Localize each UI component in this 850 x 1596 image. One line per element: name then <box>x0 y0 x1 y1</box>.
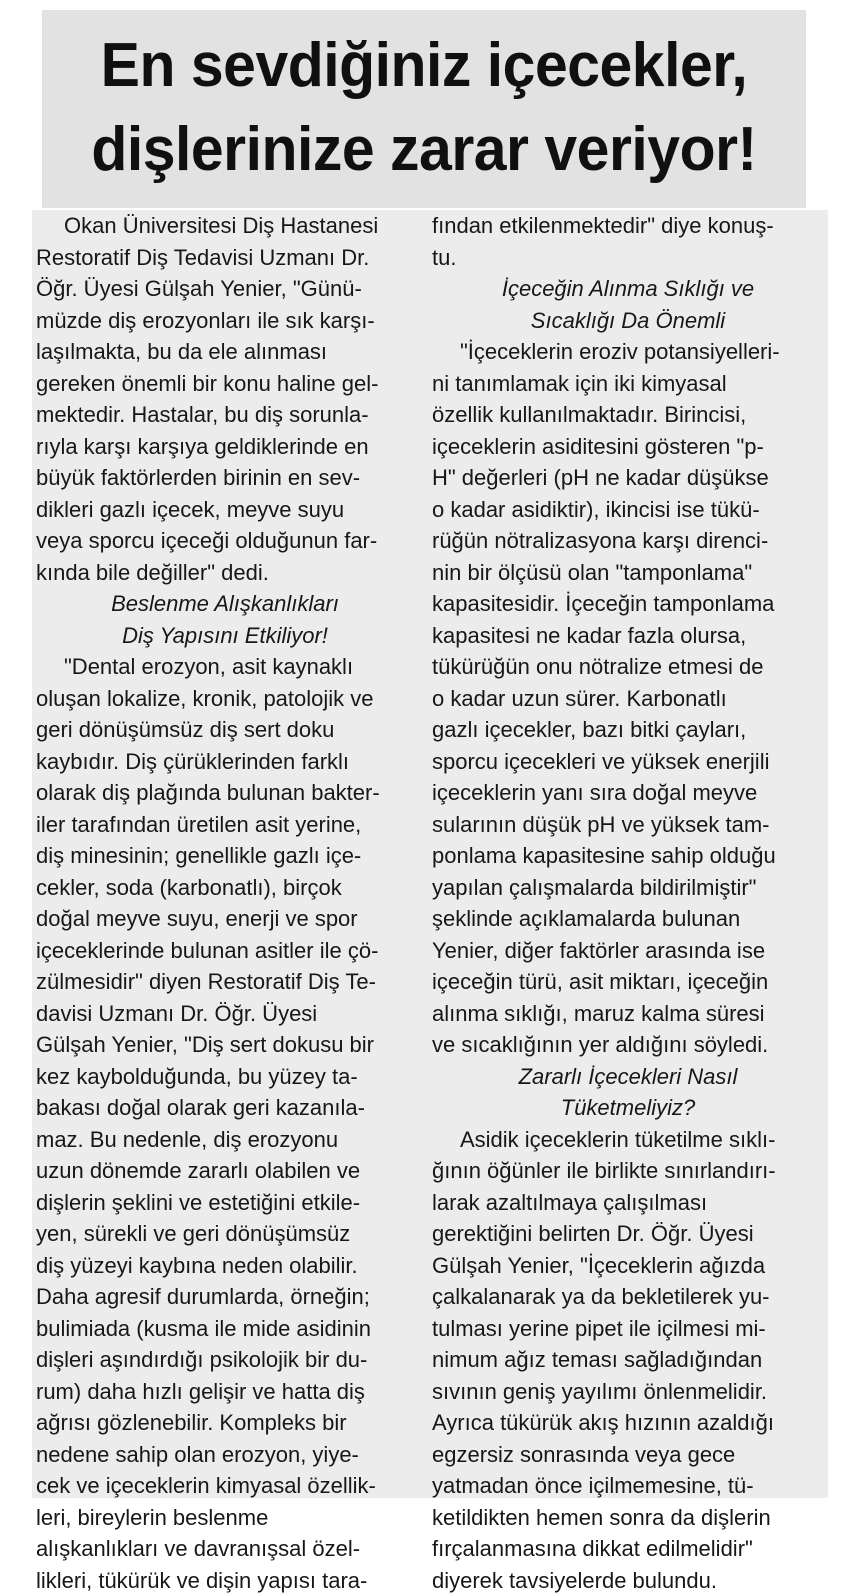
body-text-line: doğal meyve suyu, enerji ve spor <box>36 903 414 935</box>
body-text-line: zülmesidir" diyen Restoratif Diş Te- <box>36 966 414 998</box>
body-text-line: "Dental erozyon, asit kaynaklı <box>36 651 414 683</box>
body-text-line: rıyla karşı karşıya geldiklerinde en <box>36 431 414 463</box>
body-text-line: fırçalanmasına dikkat edilmelidir" <box>432 1533 824 1565</box>
body-text-line: tu. <box>432 242 824 274</box>
body-text-line: kapasitesidir. İçeceğin tamponlama <box>432 588 824 620</box>
left-column <box>32 210 414 1596</box>
body-text-line: o kadar asidiktir), ikincisi ise tükü- <box>432 494 824 526</box>
body-text-line: kapasitesi ne kadar fazla olursa, <box>432 620 824 652</box>
body-text-line: rüğün nötralizasyona karşı direnci- <box>432 525 824 557</box>
body-text-line: yapılan çalışmalarda bildirilmiştir" <box>432 872 824 904</box>
body-text-line: H" değerleri (pH ne kadar düşükse <box>432 462 824 494</box>
body-text-line: dişlerin şeklini ve estetiğini etkile- <box>36 1187 414 1219</box>
body-text-line: mektedir. Hastalar, bu diş sorunla- <box>36 399 414 431</box>
body-text-line: sıvının geniş yayılımı önlenmelidir. <box>432 1376 824 1408</box>
subheading-line: Tüketmeliyiz? <box>432 1092 824 1124</box>
body-text-line: ağrısı gözlenebilir. Kompleks bir <box>36 1407 414 1439</box>
body-text-line: içeceğin türü, asit miktarı, içeceğin <box>432 966 824 998</box>
body-text-line: yatmadan önce içilmemesine, tü- <box>432 1470 824 1502</box>
body-text-line: tükürüğün onu nötralize etmesi de <box>432 651 824 683</box>
right-column <box>432 210 824 1596</box>
body-text-line: özellik kullanılmaktadır. Birincisi, <box>432 399 824 431</box>
body-text-line: tulması yerine pipet ile içilmesi mi- <box>432 1313 824 1345</box>
body-text-line: cek ve içeceklerin kimyasal özellik- <box>36 1470 414 1502</box>
body-text-line: şeklinde açıklamalarda bulunan <box>432 903 824 935</box>
body-text-line: oluşan lokalize, kronik, patolojik ve <box>36 683 414 715</box>
subheading-line: İçeceğin Alınma Sıklığı ve <box>432 273 824 305</box>
body-text-line: bulimiada (kusma ile mide asidinin <box>36 1313 414 1345</box>
body-text-line: sularının düşük pH ve yüksek tam- <box>432 809 824 841</box>
body-text-line: diş yüzeyi kaybına neden olabilir. <box>36 1250 414 1282</box>
body-text-line: içeceklerin yanı sıra doğal meyve <box>432 777 824 809</box>
body-text-line: büyük faktörlerden birinin en sev- <box>36 462 414 494</box>
subheading-line: Zararlı İçecekleri Nasıl <box>432 1061 824 1093</box>
article-body <box>32 210 828 1498</box>
subheading-line: Sıcaklığı Da Önemli <box>432 305 824 337</box>
body-text-line: nedene sahip olan erozyon, yiye- <box>36 1439 414 1471</box>
body-text-line: gereken önemli bir konu haline gel- <box>36 368 414 400</box>
body-text-line: ve sıcaklığının yer aldığını söyledi. <box>432 1029 824 1061</box>
subheading-line: Beslenme Alışkanlıkları <box>36 588 414 620</box>
body-text-line: kez kaybolduğunda, bu yüzey ta- <box>36 1061 414 1093</box>
body-text-line: Daha agresif durumlarda, örneğin; <box>36 1281 414 1313</box>
body-text-line: cekler, soda (karbonatlı), birçok <box>36 872 414 904</box>
body-text-line: sporcu içecekleri ve yüksek enerjili <box>432 746 824 778</box>
body-text-line: Öğr. Üyesi Gülşah Yenier, "Günü- <box>36 273 414 305</box>
body-text-line: Okan Üniversitesi Diş Hastanesi <box>36 210 414 242</box>
body-text-line: olarak diş plağında bulunan bakter- <box>36 777 414 809</box>
body-text-line: içeceklerin asiditesini gösteren "p- <box>432 431 824 463</box>
body-text-line: müzde diş erozyonları ile sık karşı- <box>36 305 414 337</box>
body-text-line: içeceklerinde bulunan asitler ile çö- <box>36 935 414 967</box>
body-text-line: Ayrıca tükürük akış hızının azaldığı <box>432 1407 824 1439</box>
headline-line-2: dişlerinize zarar veriyor! <box>61 108 787 192</box>
headline-line-1: En sevdiğiniz içecekler, <box>61 24 787 108</box>
body-text-line: alınma sıklığı, maruz kalma süresi <box>432 998 824 1030</box>
body-text-line: uzun dönemde zararlı olabilen ve <box>36 1155 414 1187</box>
body-text-line: dişleri aşındırdığı psikolojik bir du- <box>36 1344 414 1376</box>
body-text-line: yen, sürekli ve geri dönüşümsüz <box>36 1218 414 1250</box>
body-text-line: bakası doğal olarak geri kazanıla- <box>36 1092 414 1124</box>
body-text-line: likleri, tükürük ve dişin yapısı tara- <box>36 1565 414 1596</box>
body-text-line: geri dönüşümsüz diş sert doku <box>36 714 414 746</box>
body-text-line: Gülşah Yenier, "Diş sert dokusu bir <box>36 1029 414 1061</box>
body-text-line: diyerek tavsiyelerde bulundu. <box>432 1565 824 1596</box>
body-text-line: Asidik içeceklerin tüketilme sıklı- <box>432 1124 824 1156</box>
body-text-line: Yenier, diğer faktörler arasında ise <box>432 935 824 967</box>
body-text-line: nimum ağız teması sağladığından <box>432 1344 824 1376</box>
body-text-line: çalkalanarak ya da bekletilerek yu- <box>432 1281 824 1313</box>
body-text-line: kında bile değiller" dedi. <box>36 557 414 589</box>
body-text-line: iler tarafından üretilen asit yerine, <box>36 809 414 841</box>
body-text-line: ponlama kapasitesine sahip olduğu <box>432 840 824 872</box>
body-text-line: ketildikten hemen sonra da dişlerin <box>432 1502 824 1534</box>
body-text-line: ğının öğünler ile birlikte sınırlandırı- <box>432 1155 824 1187</box>
body-text-line: fından etkilenmektedir" diye konuş- <box>432 210 824 242</box>
body-text-line: dikleri gazlı içecek, meyve suyu <box>36 494 414 526</box>
body-text-line: kaybıdır. Diş çürüklerinden farklı <box>36 746 414 778</box>
body-text-line: laşılmakta, bu da ele alınması <box>36 336 414 368</box>
body-text-line: o kadar uzun sürer. Karbonatlı <box>432 683 824 715</box>
body-text-line: davisi Uzmanı Dr. Öğr. Üyesi <box>36 998 414 1030</box>
body-text-line: Gülşah Yenier, "İçeceklerin ağızda <box>432 1250 824 1282</box>
body-text-line: egzersiz sonrasında veya gece <box>432 1439 824 1471</box>
body-text-line: Restoratif Diş Tedavisi Uzmanı Dr. <box>36 242 414 274</box>
subheading-line: Diş Yapısını Etkiliyor! <box>36 620 414 652</box>
body-text-line: diş minesinin; genellikle gazlı içe- <box>36 840 414 872</box>
body-text-line: alışkanlıkları ve davranışsal özel- <box>36 1533 414 1565</box>
body-text-line: larak azaltılmaya çalışılması <box>432 1187 824 1219</box>
body-text-line: rum) daha hızlı gelişir ve hatta diş <box>36 1376 414 1408</box>
body-text-line: ni tanımlamak için iki kimyasal <box>432 368 824 400</box>
body-text-line: "İçeceklerin eroziv potansiyelleri- <box>432 336 824 368</box>
body-text-line: nin bir ölçüsü olan "tamponlama" <box>432 557 824 589</box>
body-text-line: maz. Bu nedenle, diş erozyonu <box>36 1124 414 1156</box>
body-text-line: veya sporcu içeceği olduğunun far- <box>36 525 414 557</box>
body-text-line: gerektiğini belirten Dr. Öğr. Üyesi <box>432 1218 824 1250</box>
body-text-line: gazlı içecekler, bazı bitki çayları, <box>432 714 824 746</box>
body-text-line: leri, bireylerin beslenme <box>36 1502 414 1534</box>
headline-box <box>42 10 806 208</box>
